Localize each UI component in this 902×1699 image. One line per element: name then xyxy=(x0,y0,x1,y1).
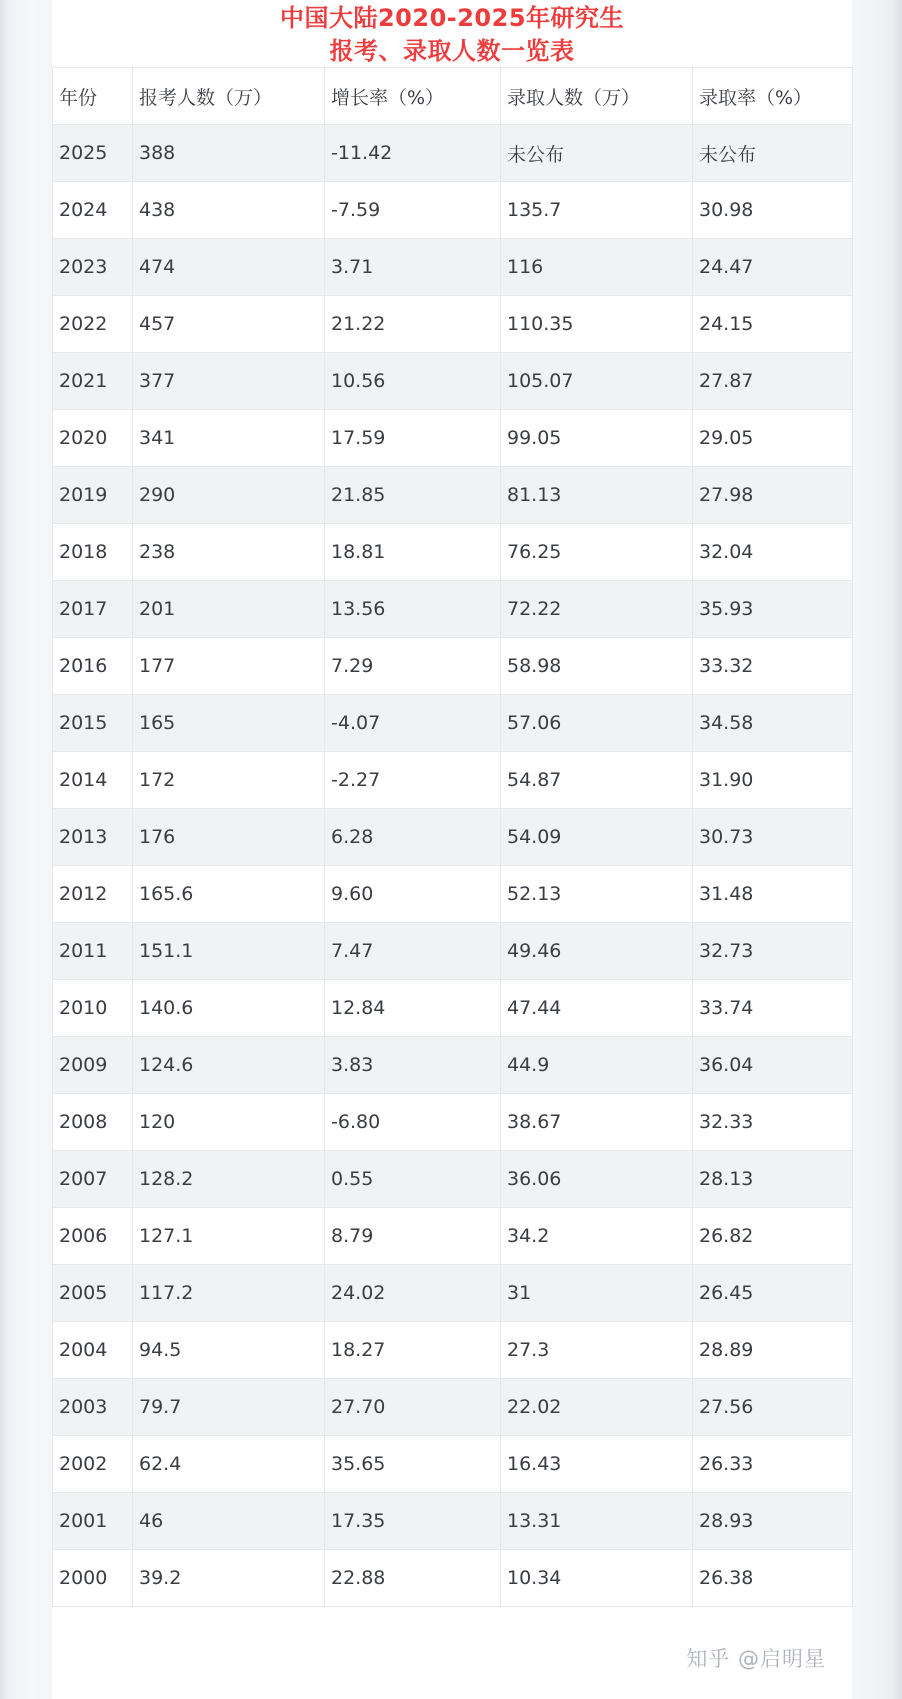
header-admission-rate: 录取率（%） xyxy=(693,68,853,125)
table-row xyxy=(53,1265,853,1322)
cell-applicants: 151.1 xyxy=(133,923,325,980)
cell-applicants: 290 xyxy=(133,467,325,524)
table-row xyxy=(53,1493,853,1550)
cell-admitted: 110.35 xyxy=(501,296,693,353)
table-row xyxy=(53,1208,853,1265)
cell-admitted: 未公布 xyxy=(501,125,693,182)
cell-growth-rate: 0.55 xyxy=(325,1151,501,1208)
cell-year: 2015 xyxy=(53,695,133,752)
title-line-1: 中国大陆2020-2025年研究生 xyxy=(279,4,625,32)
cell-admission-rate: 30.73 xyxy=(693,809,853,866)
cell-year: 2018 xyxy=(53,524,133,581)
cell-admitted: 54.09 xyxy=(501,809,693,866)
cell-admission-rate: 30.98 xyxy=(693,182,853,239)
table-row xyxy=(53,524,853,581)
cell-applicants: 127.1 xyxy=(133,1208,325,1265)
table-row xyxy=(53,1094,853,1151)
cell-year: 2009 xyxy=(53,1037,133,1094)
cell-admission-rate: 33.32 xyxy=(693,638,853,695)
cell-growth-rate: 7.29 xyxy=(325,638,501,695)
cell-applicants: 79.7 xyxy=(133,1379,325,1436)
cell-year: 2003 xyxy=(53,1379,133,1436)
table-row xyxy=(53,581,853,638)
cell-year: 2000 xyxy=(53,1550,133,1607)
cell-year: 2010 xyxy=(53,980,133,1037)
cell-growth-rate: 12.84 xyxy=(325,980,501,1037)
cell-admitted: 99.05 xyxy=(501,410,693,467)
cell-year: 2023 xyxy=(53,239,133,296)
cell-applicants: 377 xyxy=(133,353,325,410)
cell-admitted: 135.7 xyxy=(501,182,693,239)
cell-admission-rate: 24.15 xyxy=(693,296,853,353)
cell-applicants: 140.6 xyxy=(133,980,325,1037)
cell-admitted: 57.06 xyxy=(501,695,693,752)
cell-year: 2005 xyxy=(53,1265,133,1322)
cell-admitted: 36.06 xyxy=(501,1151,693,1208)
cell-admission-rate: 27.87 xyxy=(693,353,853,410)
cell-growth-rate: 22.88 xyxy=(325,1550,501,1607)
cell-admitted: 47.44 xyxy=(501,980,693,1037)
cell-year: 2007 xyxy=(53,1151,133,1208)
cell-growth-rate: 6.28 xyxy=(325,809,501,866)
cell-growth-rate: -2.27 xyxy=(325,752,501,809)
cell-admitted: 34.2 xyxy=(501,1208,693,1265)
header-admitted: 录取人数（万） xyxy=(501,68,693,125)
cell-applicants: 457 xyxy=(133,296,325,353)
cell-admitted: 49.46 xyxy=(501,923,693,980)
cell-year: 2004 xyxy=(53,1322,133,1379)
cell-growth-rate: 8.79 xyxy=(325,1208,501,1265)
cell-year: 2024 xyxy=(53,182,133,239)
cell-admission-rate: 31.90 xyxy=(693,752,853,809)
data-table xyxy=(52,67,853,1607)
cell-growth-rate: 35.65 xyxy=(325,1436,501,1493)
cell-applicants: 120 xyxy=(133,1094,325,1151)
cell-admission-rate: 27.56 xyxy=(693,1379,853,1436)
cell-year: 2020 xyxy=(53,410,133,467)
cell-year: 2014 xyxy=(53,752,133,809)
title-line-2: 报考、录取人数一览表 xyxy=(329,37,575,65)
cell-applicants: 172 xyxy=(133,752,325,809)
table-row xyxy=(53,353,853,410)
cell-applicants: 177 xyxy=(133,638,325,695)
cell-admission-rate: 35.93 xyxy=(693,581,853,638)
cell-applicants: 46 xyxy=(133,1493,325,1550)
cell-applicants: 124.6 xyxy=(133,1037,325,1094)
cell-admitted: 76.25 xyxy=(501,524,693,581)
cell-growth-rate: 13.56 xyxy=(325,581,501,638)
cell-applicants: 176 xyxy=(133,809,325,866)
cell-year: 2019 xyxy=(53,467,133,524)
cell-admitted: 105.07 xyxy=(501,353,693,410)
table-row xyxy=(53,752,853,809)
cell-growth-rate: 10.56 xyxy=(325,353,501,410)
cell-admission-rate: 27.98 xyxy=(693,467,853,524)
table-row xyxy=(53,1550,853,1607)
cell-admission-rate: 36.04 xyxy=(693,1037,853,1094)
cell-growth-rate: 3.83 xyxy=(325,1037,501,1094)
cell-applicants: 165 xyxy=(133,695,325,752)
cell-admission-rate: 29.05 xyxy=(693,410,853,467)
cell-year: 2025 xyxy=(53,125,133,182)
cell-admission-rate: 28.13 xyxy=(693,1151,853,1208)
cell-admission-rate: 未公布 xyxy=(693,125,853,182)
cell-admitted: 58.98 xyxy=(501,638,693,695)
cell-applicants: 341 xyxy=(133,410,325,467)
cell-year: 2002 xyxy=(53,1436,133,1493)
cell-admission-rate: 26.82 xyxy=(693,1208,853,1265)
table-row xyxy=(53,980,853,1037)
cell-year: 2021 xyxy=(53,353,133,410)
table-row xyxy=(53,182,853,239)
cell-applicants: 438 xyxy=(133,182,325,239)
cell-admitted: 54.87 xyxy=(501,752,693,809)
cell-admitted: 52.13 xyxy=(501,866,693,923)
cell-year: 2001 xyxy=(53,1493,133,1550)
cell-admission-rate: 26.45 xyxy=(693,1265,853,1322)
header-growth-rate: 增长率（%） xyxy=(325,68,501,125)
table-row xyxy=(53,410,853,467)
cell-growth-rate: 9.60 xyxy=(325,866,501,923)
cell-year: 2008 xyxy=(53,1094,133,1151)
table-row xyxy=(53,1151,853,1208)
cell-admission-rate: 34.58 xyxy=(693,695,853,752)
cell-year: 2012 xyxy=(53,866,133,923)
document-sheet xyxy=(52,0,852,1699)
cell-growth-rate: 18.81 xyxy=(325,524,501,581)
left-margin xyxy=(0,0,52,1699)
cell-growth-rate: 7.47 xyxy=(325,923,501,980)
cell-admitted: 44.9 xyxy=(501,1037,693,1094)
table-row xyxy=(53,467,853,524)
table-row xyxy=(53,125,853,182)
cell-admitted: 10.34 xyxy=(501,1550,693,1607)
cell-applicants: 39.2 xyxy=(133,1550,325,1607)
cell-admission-rate: 26.38 xyxy=(693,1550,853,1607)
cell-year: 2013 xyxy=(53,809,133,866)
table-row xyxy=(53,695,853,752)
cell-growth-rate: 24.02 xyxy=(325,1265,501,1322)
cell-applicants: 128.2 xyxy=(133,1151,325,1208)
cell-growth-rate: -11.42 xyxy=(325,125,501,182)
table-row xyxy=(53,239,853,296)
cell-admitted: 16.43 xyxy=(501,1436,693,1493)
cell-admitted: 27.3 xyxy=(501,1322,693,1379)
cell-growth-rate: -6.80 xyxy=(325,1094,501,1151)
cell-growth-rate: 18.27 xyxy=(325,1322,501,1379)
table-row xyxy=(53,638,853,695)
table-row xyxy=(53,1379,853,1436)
cell-year: 2011 xyxy=(53,923,133,980)
cell-year: 2022 xyxy=(53,296,133,353)
cell-admitted: 22.02 xyxy=(501,1379,693,1436)
cell-applicants: 165.6 xyxy=(133,866,325,923)
cell-applicants: 62.4 xyxy=(133,1436,325,1493)
table-row xyxy=(53,1037,853,1094)
cell-growth-rate: -7.59 xyxy=(325,182,501,239)
table-header-row xyxy=(53,68,853,125)
cell-admitted: 31 xyxy=(501,1265,693,1322)
cell-admitted: 72.22 xyxy=(501,581,693,638)
cell-admission-rate: 32.04 xyxy=(693,524,853,581)
table-row xyxy=(53,923,853,980)
cell-growth-rate: 17.35 xyxy=(325,1493,501,1550)
header-applicants: 报考人数（万） xyxy=(133,68,325,125)
cell-applicants: 388 xyxy=(133,125,325,182)
cell-admission-rate: 24.47 xyxy=(693,239,853,296)
cell-admission-rate: 31.48 xyxy=(693,866,853,923)
cell-growth-rate: 27.70 xyxy=(325,1379,501,1436)
cell-admitted: 116 xyxy=(501,239,693,296)
cell-admission-rate: 32.73 xyxy=(693,923,853,980)
cell-growth-rate: 21.85 xyxy=(325,467,501,524)
cell-admission-rate: 28.93 xyxy=(693,1493,853,1550)
cell-growth-rate: 21.22 xyxy=(325,296,501,353)
cell-admitted: 81.13 xyxy=(501,467,693,524)
cell-admission-rate: 32.33 xyxy=(693,1094,853,1151)
table-row xyxy=(53,296,853,353)
header-year: 年份 xyxy=(53,68,133,125)
cell-year: 2017 xyxy=(53,581,133,638)
cell-applicants: 117.2 xyxy=(133,1265,325,1322)
cell-year: 2006 xyxy=(53,1208,133,1265)
cell-admission-rate: 33.74 xyxy=(693,980,853,1037)
cell-applicants: 201 xyxy=(133,581,325,638)
cell-growth-rate: 3.71 xyxy=(325,239,501,296)
cell-growth-rate: 17.59 xyxy=(325,410,501,467)
cell-growth-rate: -4.07 xyxy=(325,695,501,752)
table-row xyxy=(53,866,853,923)
cell-admitted: 38.67 xyxy=(501,1094,693,1151)
cell-admission-rate: 28.89 xyxy=(693,1322,853,1379)
table-row xyxy=(53,1436,853,1493)
table-body xyxy=(53,125,853,1607)
table-row xyxy=(53,809,853,866)
cell-admission-rate: 26.33 xyxy=(693,1436,853,1493)
cell-applicants: 474 xyxy=(133,239,325,296)
cell-applicants: 94.5 xyxy=(133,1322,325,1379)
cell-year: 2016 xyxy=(53,638,133,695)
table-row xyxy=(53,1322,853,1379)
cell-admitted: 13.31 xyxy=(501,1493,693,1550)
cell-applicants: 238 xyxy=(133,524,325,581)
watermark: 知乎 @启明星 xyxy=(686,1647,826,1671)
